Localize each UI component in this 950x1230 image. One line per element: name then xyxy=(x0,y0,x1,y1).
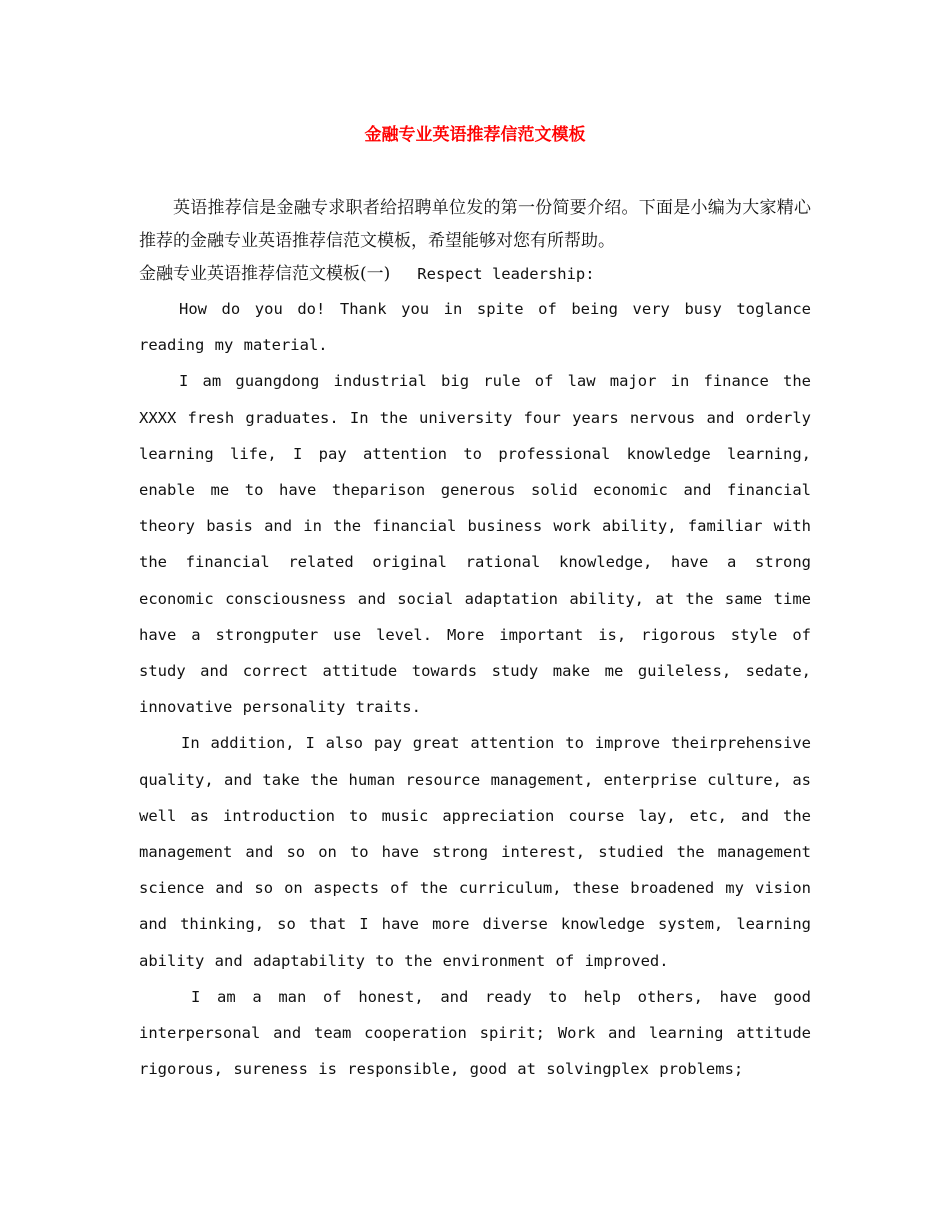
intro-paragraph: 英语推荐信是金融专求职者给招聘单位发的第一份简要介绍。下面是小编为大家精心推荐的金融专业英语推荐信范文模板，希望能够对您有所帮助。 xyxy=(139,198,811,251)
body-paragraph-3: In addition, I also pay great attention to improve theirprehensive quality, and take the human resource management, enterprise culture, as well as introduction to music appreciation course lay, etc, and the management and so on to have strong interest, studied the management science and so on aspects of the curriculum, these broadened my vision and thinking, so that I have more diverse knowledge system, learning ability and adaptability to the environment of improved. xyxy=(139,734,811,970)
section-heading: 金融专业英语推荐信范文模板(一) xyxy=(139,264,391,284)
body-paragraph-2: I am guangdong industrial big rule of law major in finance the XXXX fresh graduates. In the university four years nervous and orderly learning life, I pay attention to professional knowledge learning, enable me to have theparison generous solid economic and financial theory basis and in the financial business work ability, familiar with the financial related original rational knowledge, have a strong economic consciousness and social adaptation ability, at the same time have a strongputer use level. More important is, rigorous style of study and correct attitude towards study make me guileless, sedate, innovative personality traits. xyxy=(139,372,811,717)
body-paragraph-4: I am a man of honest, and ready to help others, have good interpersonal and team cooperation spirit; Work and learning attitude rigorous, sureness is responsible, good at solvingplex problems; xyxy=(139,987,811,1079)
salutation: Respect leadership: xyxy=(417,265,595,283)
section-heading-line xyxy=(139,258,811,291)
document-body xyxy=(139,192,811,1087)
body-paragraph-1: How do you do! Thank you in spite of being very busy toglance reading my material. xyxy=(139,300,811,355)
document-title: 金融专业英语推荐信范文模板 xyxy=(364,125,586,145)
